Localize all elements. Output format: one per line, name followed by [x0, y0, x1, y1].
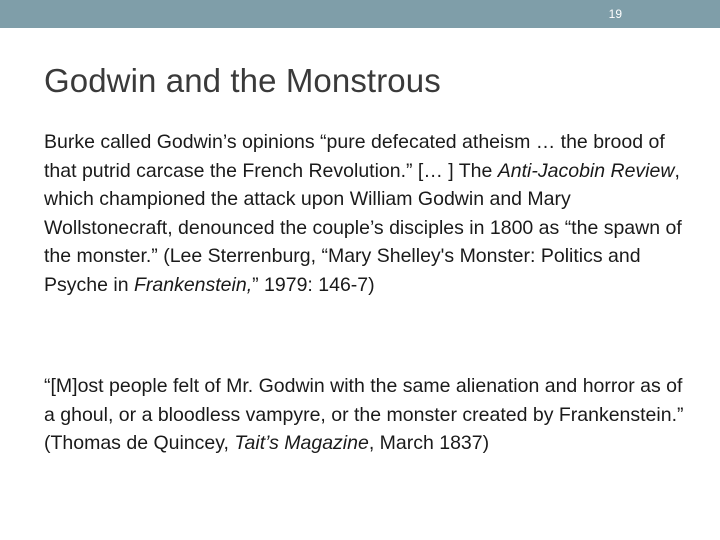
quote-paragraph-de-quincey: [44, 372, 694, 458]
quote1-text-part2: , which championed the attack upon William Godwin and Mary Wollstonecraft, denounced the couple’s disciples in 1800 as “the spawn of the monster.” (Lee Sterrenburg, “Mary Shelley's Monster: Politics and Psyche in: [44, 159, 682, 296]
quote1-text-part1: Burke called Godwin’s opinions “pure defecated atheism … the brood of that putrid carcase the French Revolution.” [… ] The: [44, 131, 665, 182]
quote1-italic-title-anti-jacobin: Anti-Jacobin Review: [497, 159, 675, 182]
quote1-text-part3: ” 1979: 146-7): [252, 273, 375, 296]
quote1-italic-title-frankenstein: Frankenstein,: [133, 273, 253, 296]
quote2-italic-title-taits-magazine: Tait’s Magazine: [234, 432, 369, 455]
quote2-text-part2: , March 1837): [368, 432, 490, 455]
quote-paragraph-burke: [44, 128, 694, 300]
slide-header-bar: [0, 0, 720, 28]
quote2-text-part1: “[M]ost people felt of Mr. Godwin with the same alienation and horror as of a ghoul, or a bloodless vampyre, or the monster created by Frankenstein.” (Thomas de Quincey,: [44, 375, 684, 455]
slide-title: Godwin and the Monstrous: [44, 62, 441, 99]
slide-number: 19: [608, 7, 622, 21]
